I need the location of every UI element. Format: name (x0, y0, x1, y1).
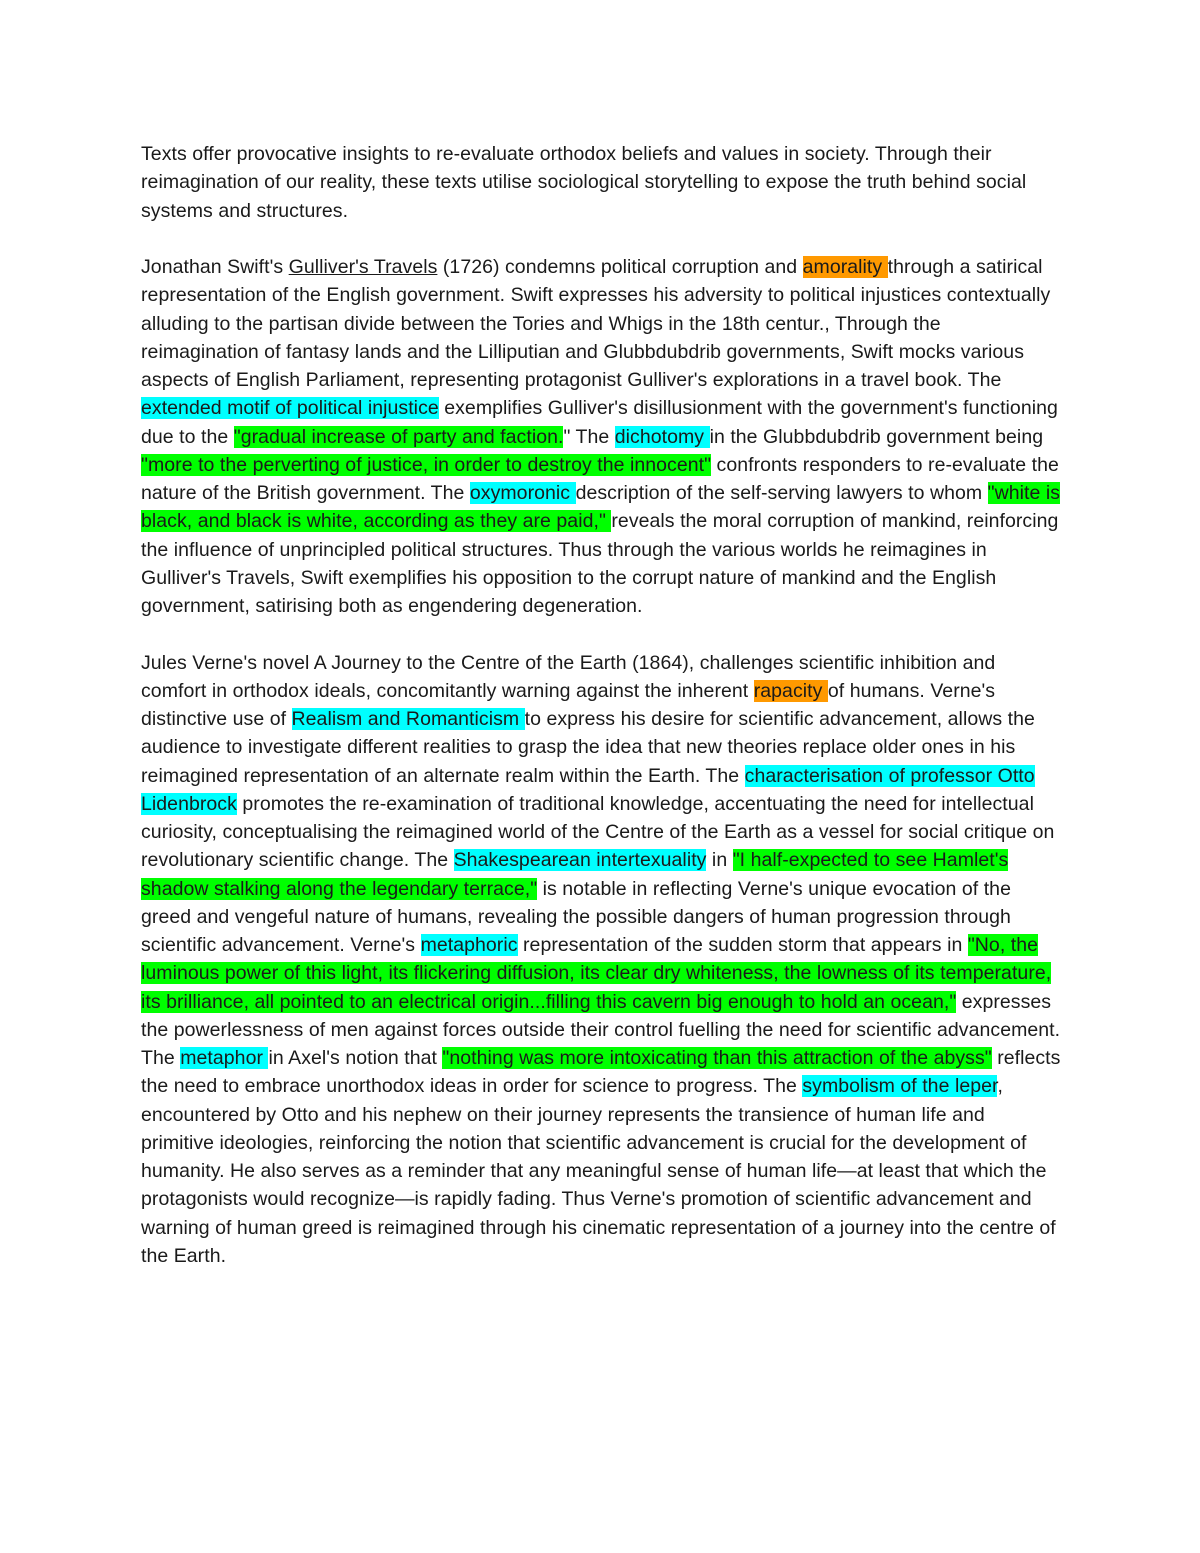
highlight-green-quote: "I half-expected to see Hamlet's shadow stalking along the legendary terrace," (141, 849, 1009, 900)
text-segment: is notable in reflecting Verne's unique evocation of the greed and vengeful nature of humans, revealing the possible dangers of human progression through scientific advancement. Verne's (141, 877, 1011, 956)
text-segment: reveals the moral corruption of mankind, reinforcing the influence of unprincipled political structures. Thus through the various worlds he reimagines in Gulliver's Travels, Swift exemplifies his opposition to the corrupt nature of mankind and the English government, satirising both as engendering degeneration. (141, 510, 1059, 617)
text-segment: of humans. Verne's distinctive use of (141, 679, 996, 730)
paragraph-journey-centre-earth (141, 649, 1061, 1271)
text-segment: representation of the sudden storm that appears in (517, 934, 968, 956)
highlight-green-quote: "white is black, and black is white, according as they are paid," (141, 482, 1061, 533)
highlight-green-quote: "gradual increase of party and faction. (233, 425, 564, 448)
text-segment: Texts offer provocative insights to re-evaluate orthodox beliefs and values in society. Through their reimagination of our reality, these texts utilise sociological storytelling to expose the truth behind social systems and structures. (141, 143, 1027, 222)
highlight-cyan: Shakespearean intertexuality (453, 849, 707, 872)
highlight-green-quote: "No, the luminous power of this light, its flickering diffusion, its clear dry whiteness, the lowness of its temperature, its brilliance, all pointed to an electrical origin...filling this cavern big enough to hold an ocean," (141, 934, 1052, 1013)
text-segment: exemplifies Gulliver's disillusionment with the government's functioning due to the (141, 397, 1058, 448)
highlight-cyan: metaphor (180, 1047, 269, 1069)
text-segment: reflects the need to embrace unorthodox ideas in order for science to progress. The (141, 1047, 1061, 1098)
text-segment: promotes the re-examination of traditional knowledge, accentuating the need for intellectual curiosity, conceptualising the reimagined world of the Centre of the Earth as a vessel for social critique on revolutionary scientific change. The (141, 792, 1055, 872)
document-body (141, 140, 1061, 1298)
highlight-cyan: Realism and Romanticism (291, 708, 525, 730)
text-segment: through a satirical representation of the English government. Swift expresses his adversity to political injustices contextually alluding to the partisan divide between the Tories and Whigs in the 18th centur., Through the reimagination of fantasy lands and the Lilliputian and Glubbdubdrib governments, Swift mocks various aspects of English Parliament, representing protagonist Gulliver's explorations in a travel book. The (141, 256, 1051, 391)
text-segment: , encountered by Otto and his nephew on their journey represents the transience of human life and primitive ideologies, reinforcing the notion that scientific advancement is crucial for the development of humanity. He also serves as a reminder that any meaningful sense of human life—at least that which the protagonists would recognize—is rapidly fading. Thus Verne's promotion of scientific advancement and warning of human greed is reimagined through his cinematic representation of a journey into the centre of the Earth. (141, 1075, 1056, 1267)
text-segment: to express his desire for scientific advancement, allows the audience to investigate different realities to grasp the idea that new theories replace older ones in his reimagined representation of an alternate realm within the Earth. The (141, 708, 1035, 787)
text-segment: Jules Verne's novel A Journey to the Centre of the Earth (1864), challenges scientific inhibition and comfort in orthodox ideals, concomitantly warning against the inherent (141, 651, 996, 702)
text-segment: in (706, 849, 733, 872)
highlight-green-quote: "more to the perverting of justice, in order to destroy the innocent" (141, 453, 712, 476)
highlight-cyan: symbolism of the leper (802, 1075, 998, 1098)
book-title-underlined: Gulliver's Travels (288, 256, 438, 278)
paragraph-gullivers-travels (141, 253, 1061, 620)
text-segment: " The (563, 425, 615, 448)
highlight-cyan: extended motif of political injustice (141, 397, 439, 420)
highlight-orange: rapacity (753, 679, 828, 702)
highlight-green-quote: "nothing was more intoxicating than this attraction of the abyss" (442, 1047, 992, 1069)
text-segment: confronts responders to re-evaluate the nature of the British government. The (141, 453, 1059, 504)
text-segment: Jonathan Swift's (141, 256, 289, 278)
highlight-cyan: metaphoric (420, 934, 518, 956)
paragraph-intro (141, 140, 1061, 225)
highlight-cyan: dichotomy (614, 425, 710, 448)
text-segment: in Axel's notion that (268, 1047, 443, 1069)
highlight-orange: amorality (802, 256, 888, 278)
text-segment: expresses the powerlessness of men against forces outside their control fuelling the need for scientific advancement. The (141, 990, 1061, 1069)
text-segment: in the Glubbdubdrib government being (709, 425, 1044, 448)
text-segment: description of the self-serving lawyers to whom (575, 482, 988, 504)
highlight-cyan: oxymoronic (469, 482, 576, 504)
text-segment: (1726) condemns political corruption and (437, 256, 803, 278)
highlight-cyan: characterisation of professor Otto Lidenbrock (141, 764, 1035, 815)
